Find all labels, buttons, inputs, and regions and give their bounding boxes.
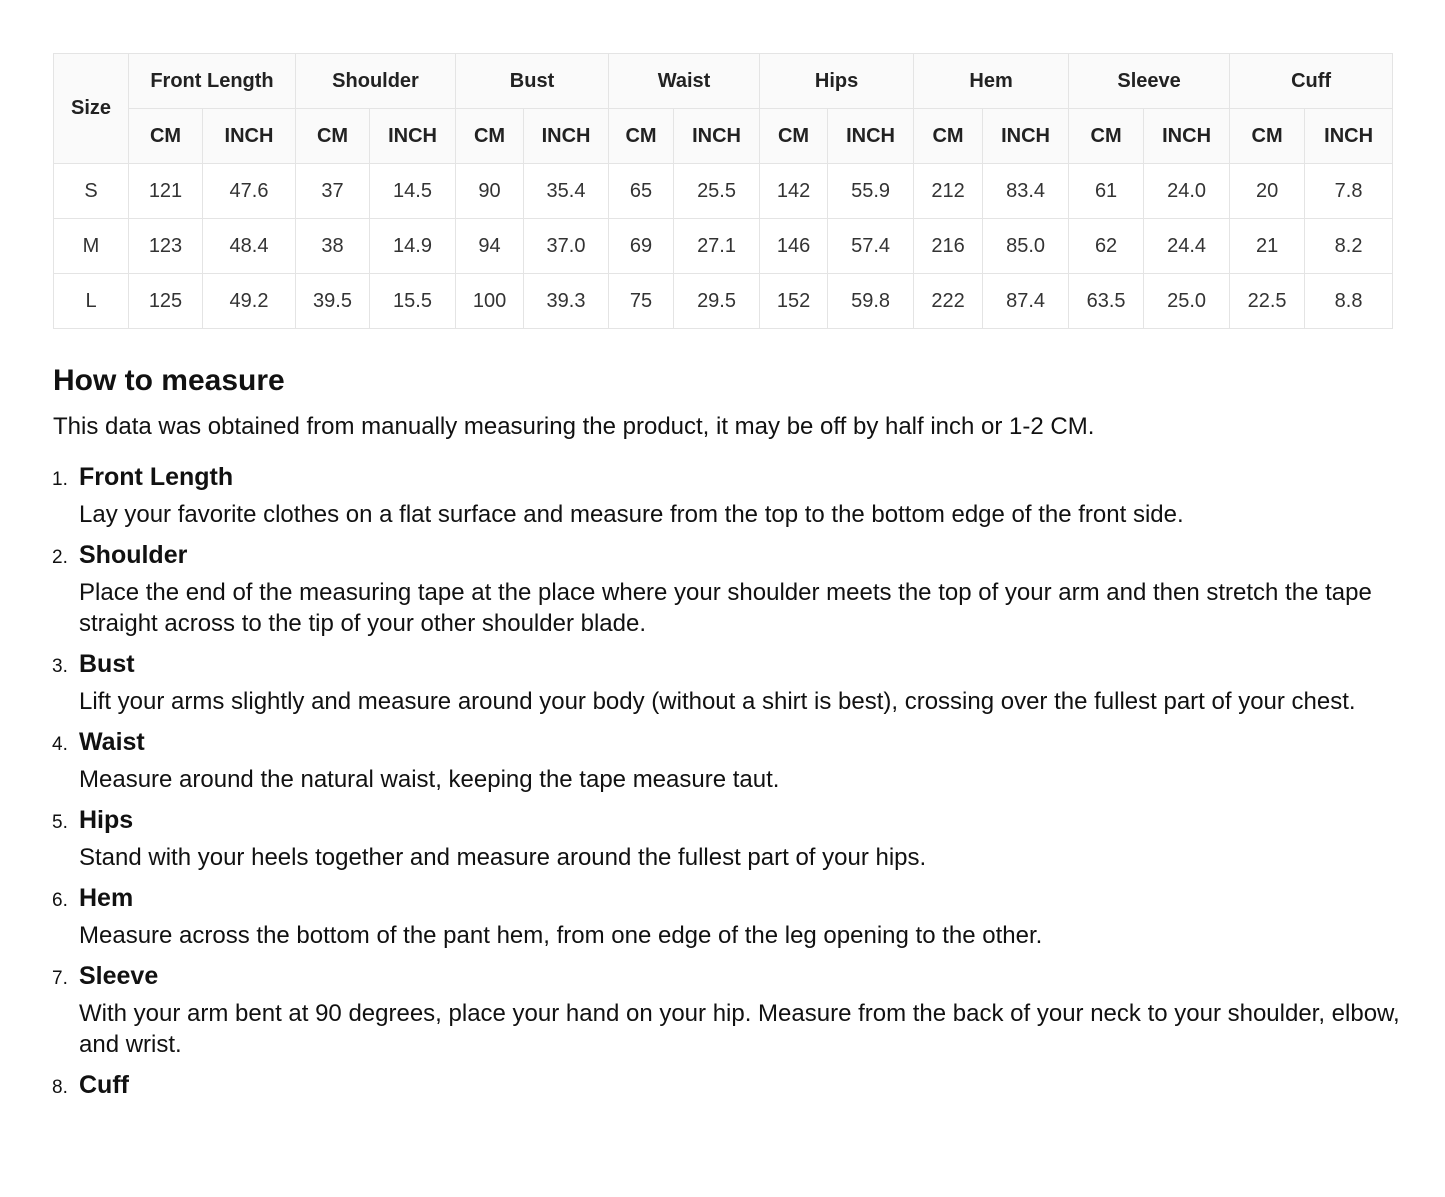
step-description: Lay your favorite clothes on a flat surface and measure from the top to the bottom edge of the front side. xyxy=(79,501,1184,528)
column-header-hips: Hips xyxy=(760,54,914,109)
unit-header-cm: CM xyxy=(914,109,983,164)
list-item xyxy=(53,882,1403,951)
size-cell: S xyxy=(54,164,129,219)
table-cell: 20 xyxy=(1230,164,1305,219)
step-description: Measure around the natural waist, keeping the tape measure taut. xyxy=(79,766,780,793)
table-cell: 222 xyxy=(914,274,983,329)
unit-header-inch: INCH xyxy=(1305,109,1393,164)
list-item xyxy=(53,960,1403,1060)
step-number: 5. xyxy=(52,812,68,833)
header-row-measurements xyxy=(54,54,1393,109)
step-number: 4. xyxy=(52,734,68,755)
table-cell: 63.5 xyxy=(1069,274,1144,329)
list-item xyxy=(53,804,1403,873)
measurement-steps-list xyxy=(53,461,1403,1101)
step-description: Measure across the bottom of the pant hem, from one edge of the leg opening to the other. xyxy=(79,922,1043,949)
unit-header-inch: INCH xyxy=(674,109,760,164)
list-item xyxy=(53,539,1403,639)
column-header-bust: Bust xyxy=(456,54,609,109)
table-cell: 39.3 xyxy=(524,274,609,329)
table-cell: 69 xyxy=(609,219,674,274)
unit-header-cm: CM xyxy=(456,109,524,164)
column-header-sleeve: Sleeve xyxy=(1069,54,1230,109)
step-number: 7. xyxy=(52,968,68,989)
unit-header-cm: CM xyxy=(760,109,828,164)
step-title: Bust xyxy=(79,650,135,678)
table-cell: 29.5 xyxy=(674,274,760,329)
table-cell: 83.4 xyxy=(983,164,1069,219)
step-title: Waist xyxy=(79,728,145,756)
table-cell: 25.5 xyxy=(674,164,760,219)
column-header-front-length: Front Length xyxy=(129,54,296,109)
table-cell: 14.9 xyxy=(370,219,456,274)
table-body xyxy=(54,164,1393,329)
column-header-hem: Hem xyxy=(914,54,1069,109)
step-title: Front Length xyxy=(79,463,234,491)
table-row-s xyxy=(54,164,1393,219)
table-cell: 27.1 xyxy=(674,219,760,274)
table-cell: 142 xyxy=(760,164,828,219)
column-header-waist: Waist xyxy=(609,54,760,109)
unit-header-inch: INCH xyxy=(370,109,456,164)
table-cell: 21 xyxy=(1230,219,1305,274)
table-cell: 87.4 xyxy=(983,274,1069,329)
table-cell: 59.8 xyxy=(828,274,914,329)
unit-header-cm: CM xyxy=(609,109,674,164)
list-item xyxy=(53,726,1403,795)
table-header xyxy=(54,54,1393,164)
list-item xyxy=(53,461,1403,530)
table-cell: 75 xyxy=(609,274,674,329)
table-cell: 7.8 xyxy=(1305,164,1393,219)
unit-header-inch: INCH xyxy=(983,109,1069,164)
how-to-measure-heading: How to measure xyxy=(53,364,285,397)
unit-header-inch: INCH xyxy=(203,109,296,164)
table-cell: 15.5 xyxy=(370,274,456,329)
table-cell: 94 xyxy=(456,219,524,274)
list-item xyxy=(53,1069,1403,1101)
table-cell: 48.4 xyxy=(203,219,296,274)
column-header-shoulder: Shoulder xyxy=(296,54,456,109)
table-cell: 100 xyxy=(456,274,524,329)
table-cell: 49.2 xyxy=(203,274,296,329)
unit-header-inch: INCH xyxy=(1144,109,1230,164)
size-cell: M xyxy=(54,219,129,274)
measurement-disclaimer: This data was obtained from manually measuring the product, it may be off by half inch or 1-2 CM. xyxy=(53,413,1095,440)
table-cell: 62 xyxy=(1069,219,1144,274)
unit-header-cm: CM xyxy=(296,109,370,164)
unit-header-cm: CM xyxy=(1069,109,1144,164)
table-cell: 47.6 xyxy=(203,164,296,219)
table-cell: 35.4 xyxy=(524,164,609,219)
step-title: Hem xyxy=(79,884,134,912)
table-cell: 25.0 xyxy=(1144,274,1230,329)
table-cell: 152 xyxy=(760,274,828,329)
table-cell: 24.0 xyxy=(1144,164,1230,219)
table-cell: 216 xyxy=(914,219,983,274)
table-cell: 37.0 xyxy=(524,219,609,274)
step-title: Cuff xyxy=(79,1071,129,1099)
table-cell: 38 xyxy=(296,219,370,274)
table-cell: 57.4 xyxy=(828,219,914,274)
table-cell: 39.5 xyxy=(296,274,370,329)
step-title: Sleeve xyxy=(79,962,159,990)
size-guide-page xyxy=(53,53,1403,1110)
table-cell: 85.0 xyxy=(983,219,1069,274)
list-item xyxy=(53,648,1403,717)
step-number: 1. xyxy=(52,469,68,490)
step-description: Lift your arms slightly and measure around your body (without a shirt is best), crossing over the fullest part of your chest. xyxy=(79,688,1356,715)
step-number: 8. xyxy=(52,1077,68,1098)
unit-header-inch: INCH xyxy=(828,109,914,164)
unit-header-cm: CM xyxy=(129,109,203,164)
table-cell: 65 xyxy=(609,164,674,219)
table-cell: 22.5 xyxy=(1230,274,1305,329)
table-cell: 61 xyxy=(1069,164,1144,219)
table-cell: 14.5 xyxy=(370,164,456,219)
table-cell: 123 xyxy=(129,219,203,274)
column-header-cuff: Cuff xyxy=(1230,54,1393,109)
table-cell: 125 xyxy=(129,274,203,329)
header-row-units xyxy=(54,109,1393,164)
table-row-l xyxy=(54,274,1393,329)
table-cell: 90 xyxy=(456,164,524,219)
table-cell: 146 xyxy=(760,219,828,274)
table-cell: 37 xyxy=(296,164,370,219)
unit-header-inch: INCH xyxy=(524,109,609,164)
step-description: Stand with your heels together and measure around the fullest part of your hips. xyxy=(79,844,927,871)
size-header: Size xyxy=(54,54,129,164)
table-cell: 8.8 xyxy=(1305,274,1393,329)
table-row-m xyxy=(54,219,1393,274)
step-number: 2. xyxy=(52,547,68,568)
size-cell: L xyxy=(54,274,129,329)
table-cell: 8.2 xyxy=(1305,219,1393,274)
step-number: 3. xyxy=(52,656,68,677)
size-chart-table xyxy=(53,53,1393,329)
table-cell: 24.4 xyxy=(1144,219,1230,274)
unit-header-cm: CM xyxy=(1230,109,1305,164)
step-title: Shoulder xyxy=(79,541,188,569)
step-description: With your arm bent at 90 degrees, place your hand on your hip. Measure from the back of your neck to your shoulder, elbow, and wrist. xyxy=(79,1000,1400,1058)
step-description: Place the end of the measuring tape at the place where your shoulder meets the top of your arm and then stretch the tape straight across to the tip of your other shoulder blade. xyxy=(79,579,1372,637)
table-cell: 212 xyxy=(914,164,983,219)
step-title: Hips xyxy=(79,806,134,834)
step-number: 6. xyxy=(52,890,68,911)
table-cell: 121 xyxy=(129,164,203,219)
table-cell: 55.9 xyxy=(828,164,914,219)
